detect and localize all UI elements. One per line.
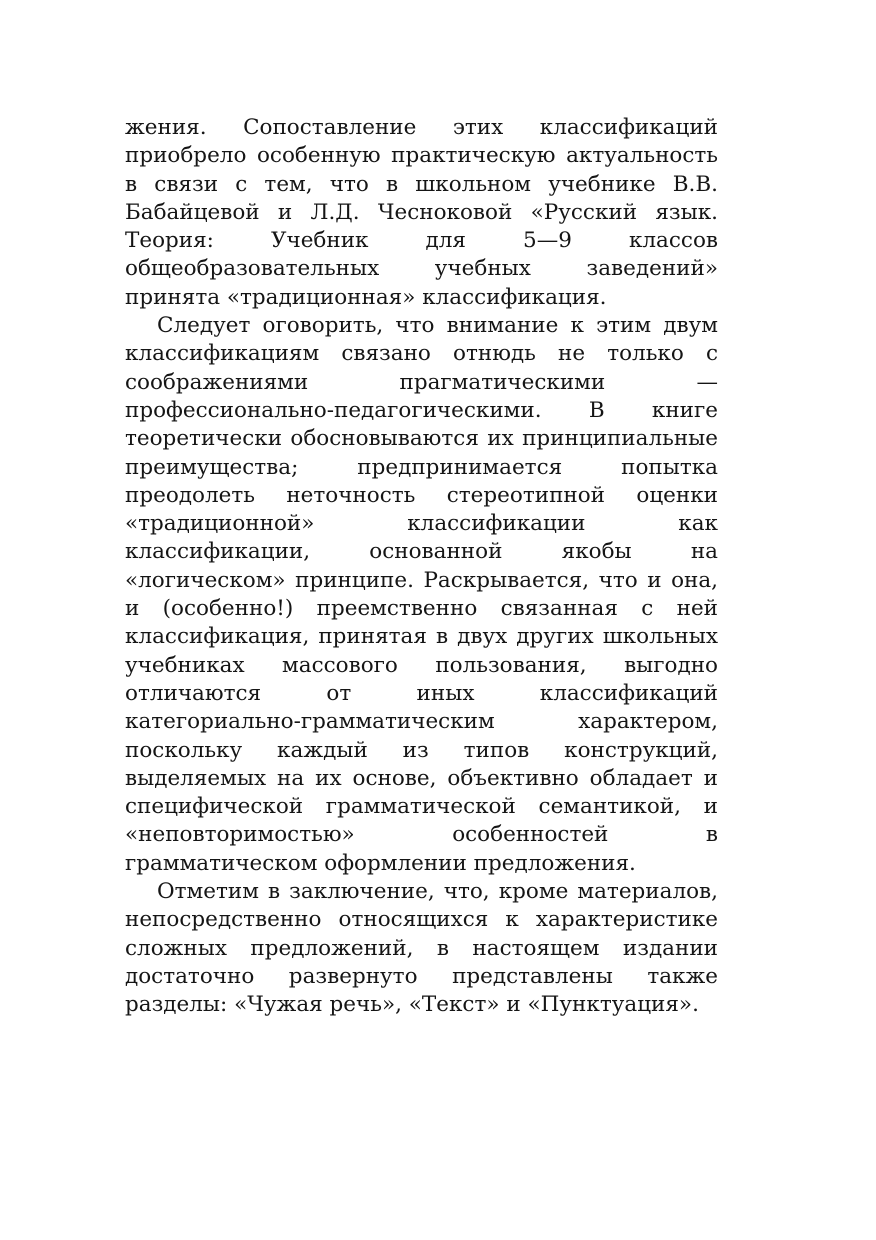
paragraph-classifications: Следует оговорить, что внимание к этим двум классификациям связано отнюдь не только с соображениями прагматическими — профессионально-педагогическими. В книге теоретически обосновываются их принципиальные преимущества; предпринимается попытка преодолеть неточность стереотипной оценки «традиционной» классификации как классификации, основанной якобы на «логическом» принципе. Раскрывается, что и она, и (особенно!) преемственно связанная с ней классификация, принятая в двух других школьных учебниках массового пользования, выгодно отличаются от иных классификаций категориально-грамматическим характером, поскольку каждый из типов конструкций, выделяемых на их основе, объективно обладает и специфической грамматической семантикой, и «неповторимостью» особенностей в грамматическом оформлении предложения. [125,313,718,876]
paragraph-continuation: жения. Сопоставление этих классификаций приобрело особенную практическую актуальность в связи с тем, что в школьном учебнике В.В. Бабайцевой и Л.Д. Чесноковой «Русский язык. Теория: Учебник для 5—9 классов общеобразовательных учебных заведений» принята «традиционная» классификация. [125,115,718,310]
paragraph-conclusion: Отметим в заключение, что, кроме материалов, непосредственно относящихся к характеристике сложных предложений, в настоящем издании достаточно развернуто представлены также разделы: «Чужая речь», «Текст» и «Пунктуация». [125,879,718,1018]
body-text [125,114,718,1020]
